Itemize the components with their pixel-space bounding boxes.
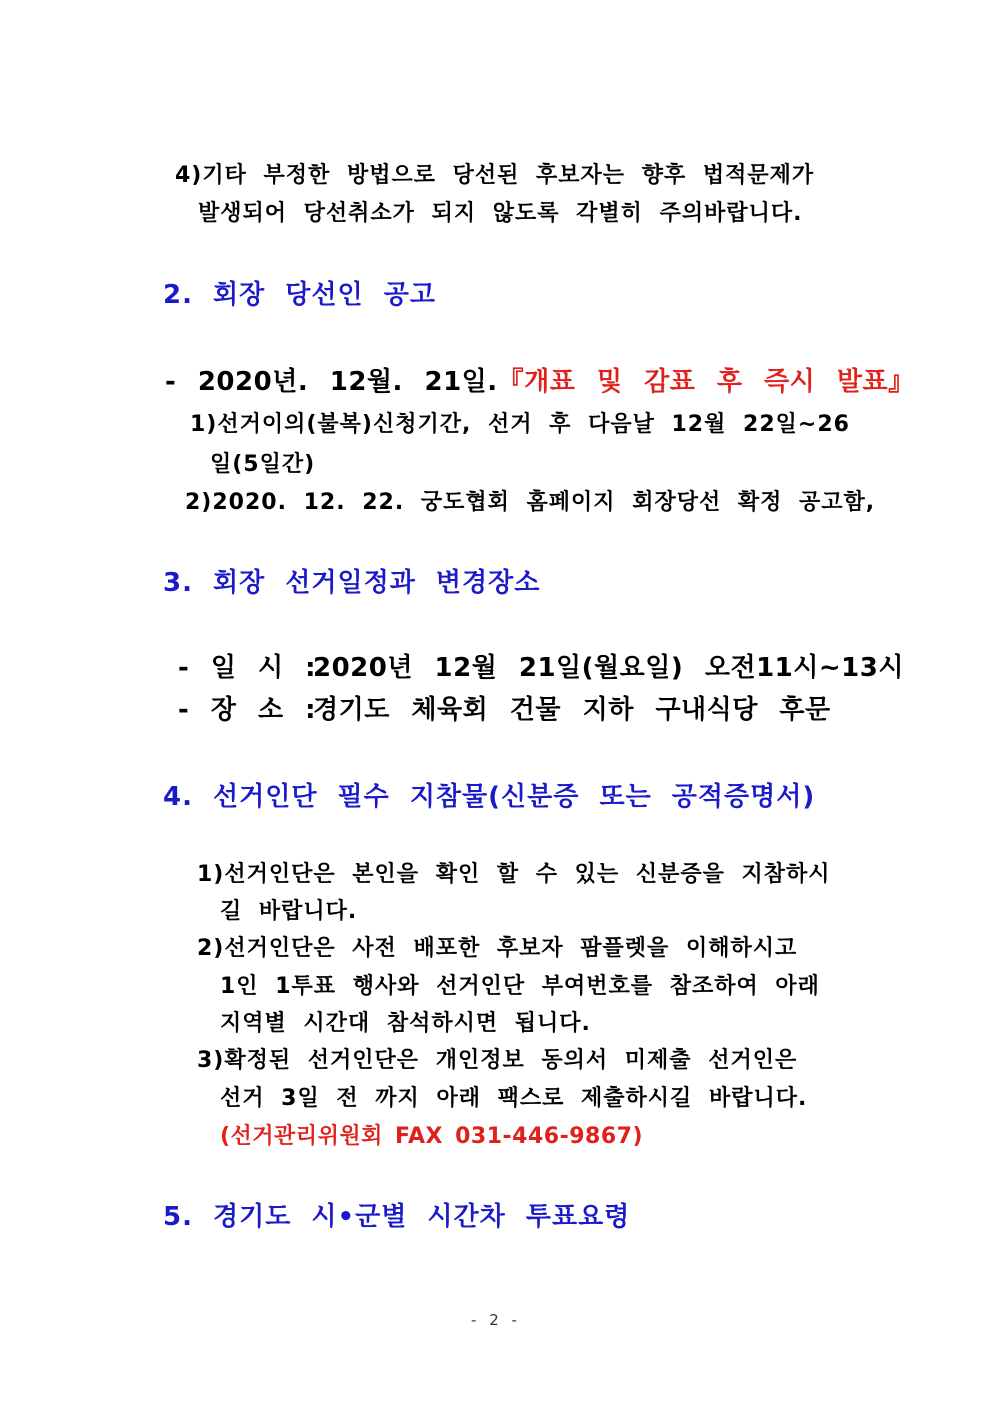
- election-datetime-label: - 일 시 :: [178, 653, 317, 683]
- section-3-heading: 3. 회장 선거일정과 변경장소: [163, 568, 541, 598]
- notice-item-4-line-1: 4)기타 부정한 방법으로 당선된 후보자는 향후 법적문제가: [175, 163, 815, 188]
- announcement-date: - 2020년. 12월. 21일.: [165, 367, 498, 397]
- homepage-announcement: 2)2020. 12. 22. 궁도협회 홈페이지 회장당선 확정 공고함,: [185, 490, 876, 515]
- id-requirement-line-1: 1)선거인단은 본인을 확인 할 수 있는 신분증을 지참하시: [197, 862, 831, 887]
- section-2-heading: 2. 회장 당선인 공고: [163, 280, 436, 310]
- announcement-highlight: 『개표 및 감표 후 즉시 발표』: [497, 367, 915, 397]
- objection-period-line-2: 일(5일간): [210, 452, 316, 477]
- fax-number: (선거관리위원회 FAX 031-446-9867): [220, 1124, 644, 1149]
- pamphlet-line-3: 지역별 시간대 참석하시면 됩니다.: [220, 1011, 591, 1036]
- objection-period-line-1: 1)선거이의(불복)신청기간, 선거 후 다음날 12월 22일~26: [190, 412, 850, 437]
- election-datetime-value: 2020년 12월 21일(월요일) 오전11시~13시: [313, 653, 904, 683]
- page-number: - 2 -: [471, 1311, 521, 1329]
- consent-line-2: 선거 3일 전 까지 아래 팩스로 제출하시길 바랍니다.: [220, 1086, 808, 1111]
- pamphlet-line-1: 2)선거인단은 사전 배포한 후보자 팜플렛을 이해하시고: [197, 936, 798, 961]
- election-place-value: 경기도 체육회 건물 지하 구내식당 후문: [313, 695, 831, 725]
- section-4-heading: 4. 선거인단 필수 지참물(신분증 또는 공적증명서): [163, 782, 816, 812]
- announcement-date-line: [165, 369, 915, 395]
- id-requirement-line-2: 길 바랍니다.: [220, 899, 358, 924]
- pamphlet-line-2: 1인 1투표 행사와 선거인단 부여번호를 참조하여 아래: [220, 974, 820, 999]
- notice-item-4-line-2: 발생되어 당선취소가 되지 않도록 각별히 주의바랍니다.: [198, 201, 803, 226]
- section-5-heading: 5. 경기도 시•군별 시간차 투표요령: [163, 1202, 631, 1232]
- consent-line-1: 3)확정된 선거인단은 개인정보 동의서 미제출 선거인은: [197, 1048, 798, 1073]
- election-place-label: - 장 소 :: [178, 695, 317, 725]
